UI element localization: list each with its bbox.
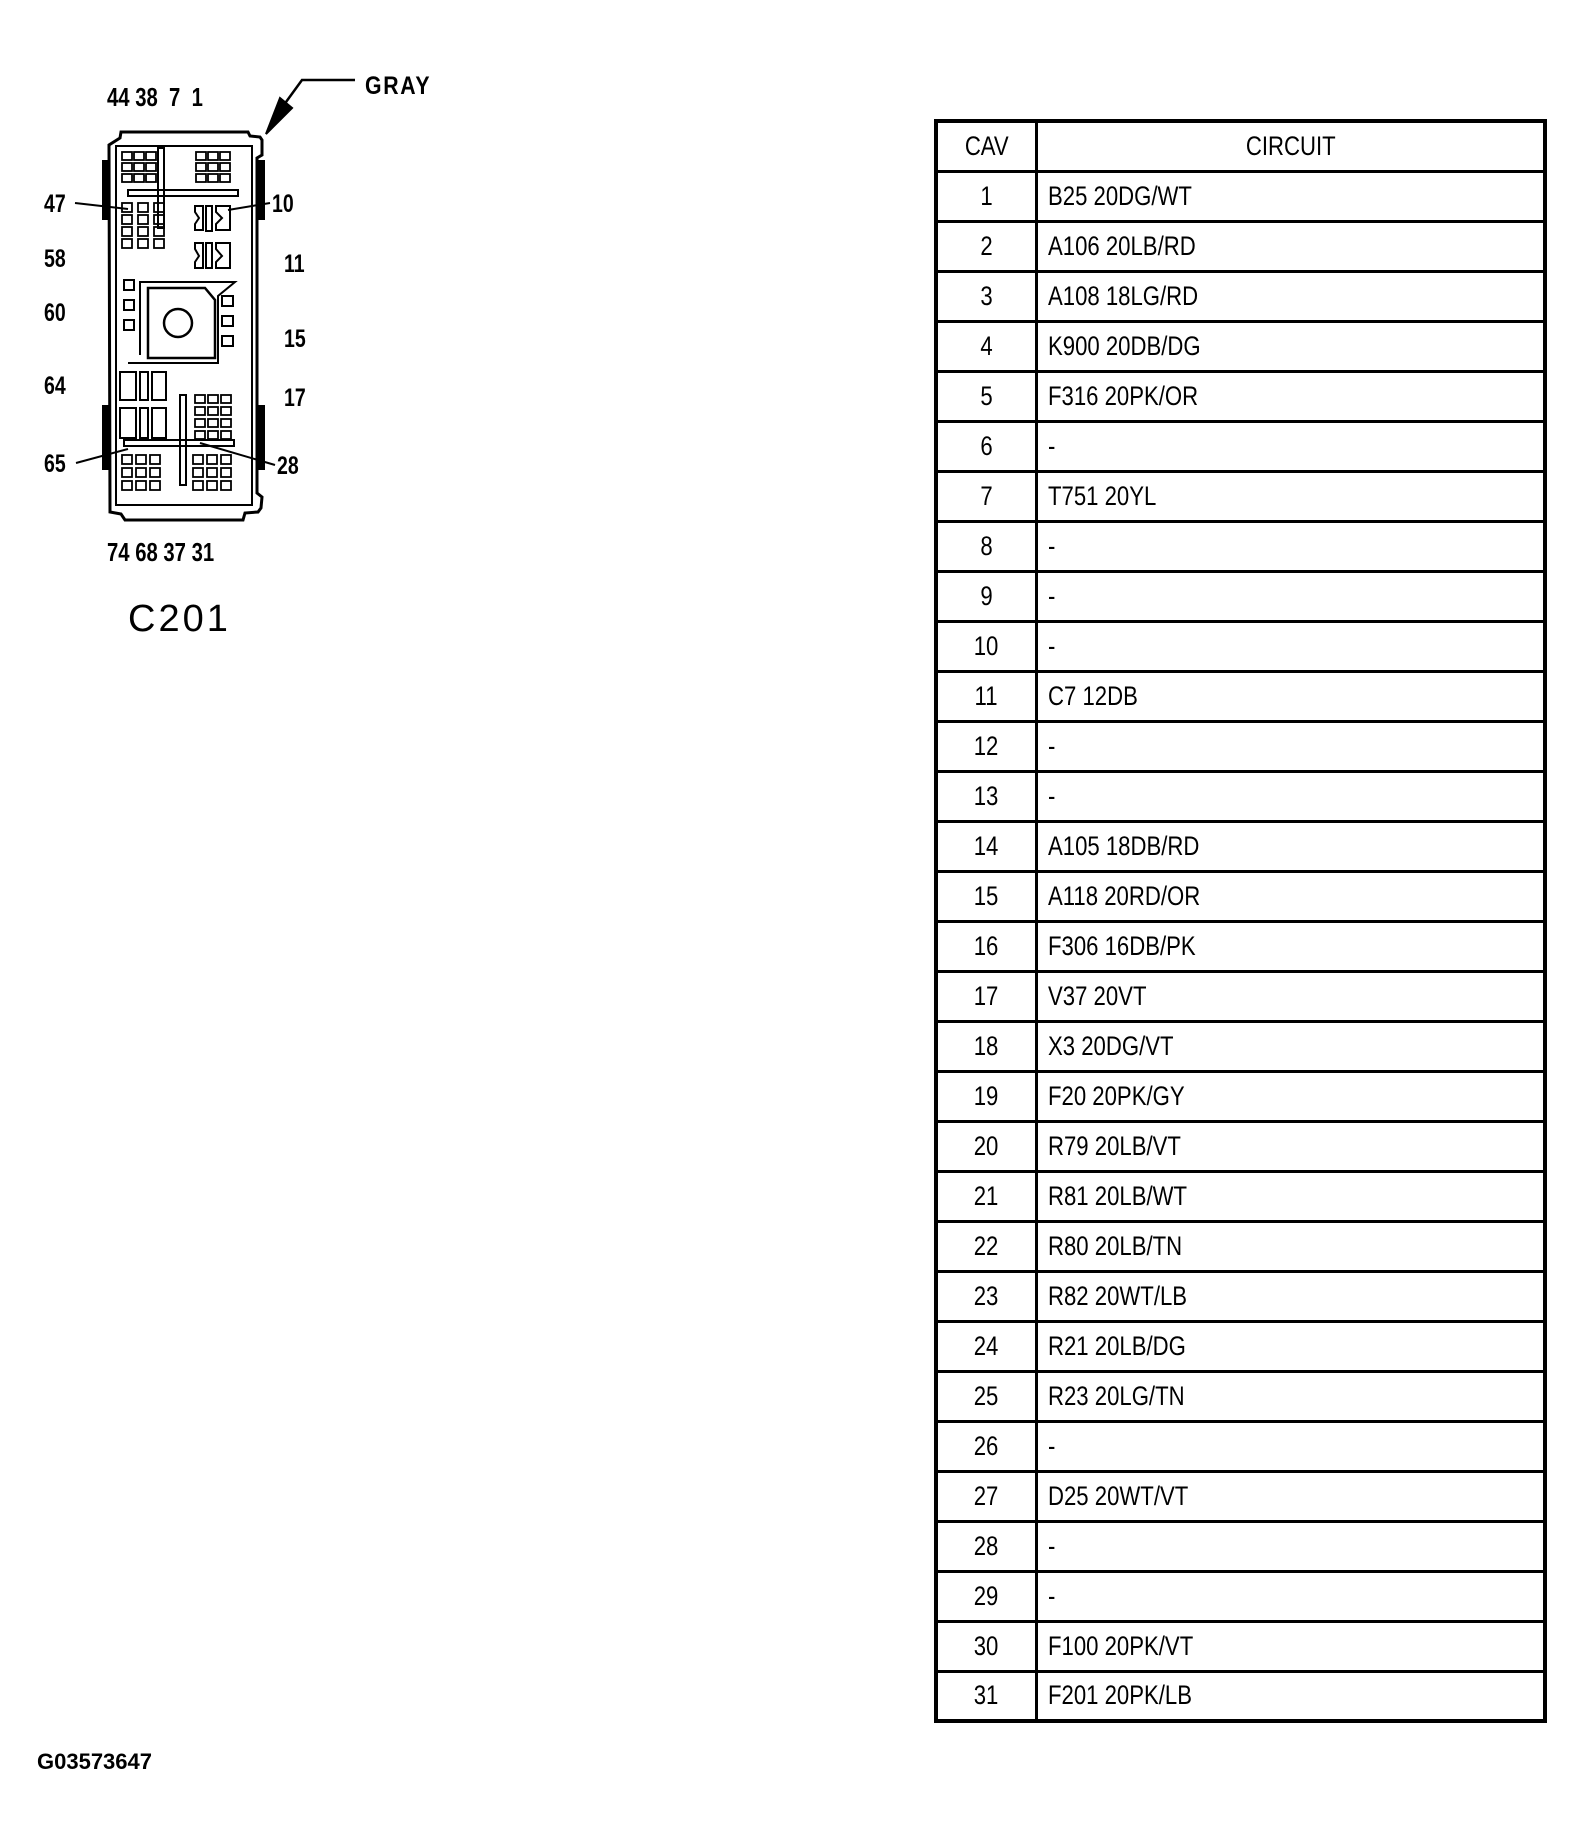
cavity-number: 18 — [936, 1021, 1037, 1071]
table-row — [936, 221, 1545, 271]
table-row — [936, 1571, 1545, 1621]
circuit-code: R80 20LB/TN — [1037, 1221, 1546, 1271]
pin-label-65: 65 — [44, 450, 66, 478]
table-header-row — [936, 121, 1545, 171]
table-row — [936, 921, 1545, 971]
table-row — [936, 1321, 1545, 1371]
cavity-number: 22 — [936, 1221, 1037, 1271]
cavity-number: 2 — [936, 221, 1037, 271]
table-row — [936, 871, 1545, 921]
table-row — [936, 1221, 1545, 1271]
cavity-number: 27 — [936, 1471, 1037, 1521]
table-row — [936, 271, 1545, 321]
cavity-number: 17 — [936, 971, 1037, 1021]
circuit-code: F20 20PK/GY — [1037, 1071, 1546, 1121]
circuit-code: - — [1037, 1421, 1546, 1471]
circuit-code: A105 18DB/RD — [1037, 821, 1546, 871]
cavity-number: 13 — [936, 771, 1037, 821]
figure-id: G03573647 — [37, 1749, 152, 1774]
table-row — [936, 1371, 1545, 1421]
circuit-code: R21 20LB/DG — [1037, 1321, 1546, 1371]
table-row — [936, 1121, 1545, 1171]
table-row — [936, 771, 1545, 821]
circuit-code: X3 20DG/VT — [1037, 1021, 1546, 1071]
cavity-number: 1 — [936, 171, 1037, 221]
cavity-number: 6 — [936, 421, 1037, 471]
cavity-number: 4 — [936, 321, 1037, 371]
pinout-rows — [936, 171, 1545, 1721]
table-row — [936, 1171, 1545, 1221]
circuit-code: - — [1037, 421, 1546, 471]
circuit-code: V37 20VT — [1037, 971, 1546, 1021]
pin-label-15: 15 — [284, 325, 306, 353]
table-row — [936, 171, 1545, 221]
table-row — [936, 321, 1545, 371]
cavity-number: 8 — [936, 521, 1037, 571]
table-row — [936, 1671, 1545, 1721]
cavity-number: 16 — [936, 921, 1037, 971]
table-row — [936, 1021, 1545, 1071]
pin-label-58: 58 — [44, 245, 66, 273]
circuit-code: - — [1037, 621, 1546, 671]
circuit-code: C7 12DB — [1037, 671, 1546, 721]
table-row — [936, 471, 1545, 521]
pin-label-47: 47 — [44, 190, 66, 218]
cavity-number: 19 — [936, 1071, 1037, 1121]
circuit-code: F201 20PK/LB — [1037, 1671, 1546, 1721]
pin-label-17: 17 — [284, 384, 306, 412]
circuit-code: - — [1037, 771, 1546, 821]
cavity-number: 25 — [936, 1371, 1037, 1421]
header-cav: CAV — [936, 121, 1037, 171]
header-circuit: CIRCUIT — [1037, 121, 1546, 171]
table-row — [936, 1621, 1545, 1671]
cavity-number: 9 — [936, 571, 1037, 621]
table-row — [936, 671, 1545, 721]
circuit-code: - — [1037, 521, 1546, 571]
cavity-number: 24 — [936, 1321, 1037, 1371]
circuit-code: T751 20YL — [1037, 471, 1546, 521]
circuit-code: - — [1037, 571, 1546, 621]
table-row — [936, 421, 1545, 471]
circuit-code: R23 20LG/TN — [1037, 1371, 1546, 1421]
pinout-table — [934, 119, 1547, 1723]
cavity-number: 10 — [936, 621, 1037, 671]
table-row — [936, 721, 1545, 771]
table-row — [936, 1271, 1545, 1321]
connector-color-callout: GRAY — [365, 72, 432, 100]
table-row — [936, 521, 1545, 571]
cavity-number: 3 — [936, 271, 1037, 321]
circuit-code: - — [1037, 721, 1546, 771]
circuit-code: R82 20WT/LB — [1037, 1271, 1546, 1321]
table-row — [936, 971, 1545, 1021]
cavity-number: 12 — [936, 721, 1037, 771]
circuit-code: A108 18LG/RD — [1037, 271, 1546, 321]
cavity-number: 11 — [936, 671, 1037, 721]
circuit-code: A106 20LB/RD — [1037, 221, 1546, 271]
cavity-number: 20 — [936, 1121, 1037, 1171]
pin-label-60: 60 — [44, 299, 66, 327]
cavity-number: 26 — [936, 1421, 1037, 1471]
connector-name: C201 — [128, 598, 231, 640]
circuit-code: F100 20PK/VT — [1037, 1621, 1546, 1671]
cavity-number: 23 — [936, 1271, 1037, 1321]
circuit-code: F306 16DB/PK — [1037, 921, 1546, 971]
table-row — [936, 821, 1545, 871]
pin-label-11: 11 — [284, 250, 305, 278]
table-row — [936, 1521, 1545, 1571]
cavity-number: 30 — [936, 1621, 1037, 1671]
circuit-code: R81 20LB/WT — [1037, 1171, 1546, 1221]
bottom-pin-labels: 74 68 37 31 — [107, 537, 215, 567]
pin-label-28: 28 — [277, 452, 299, 480]
circuit-code: A118 20RD/OR — [1037, 871, 1546, 921]
circuit-code: - — [1037, 1521, 1546, 1571]
table-row — [936, 371, 1545, 421]
circuit-code: R79 20LB/VT — [1037, 1121, 1546, 1171]
circuit-code: K900 20DB/DG — [1037, 321, 1546, 371]
cavity-number: 14 — [936, 821, 1037, 871]
cavity-number: 21 — [936, 1171, 1037, 1221]
table-row — [936, 1421, 1545, 1471]
top-pin-labels: 44 38 7 1 — [107, 82, 203, 112]
table-row — [936, 571, 1545, 621]
pin-label-64: 64 — [44, 372, 66, 400]
cavity-number: 7 — [936, 471, 1037, 521]
circuit-code: F316 20PK/OR — [1037, 371, 1546, 421]
table-row — [936, 1071, 1545, 1121]
cavity-number: 5 — [936, 371, 1037, 421]
circuit-code: - — [1037, 1571, 1546, 1621]
circuit-code: D25 20WT/VT — [1037, 1471, 1546, 1521]
cavity-number: 31 — [936, 1671, 1037, 1721]
pin-label-10: 10 — [272, 190, 294, 218]
table-row — [936, 621, 1545, 671]
cavity-number: 15 — [936, 871, 1037, 921]
cavity-number: 28 — [936, 1521, 1037, 1571]
table-row — [936, 1471, 1545, 1521]
circuit-code: B25 20DG/WT — [1037, 171, 1546, 221]
cavity-number: 29 — [936, 1571, 1037, 1621]
